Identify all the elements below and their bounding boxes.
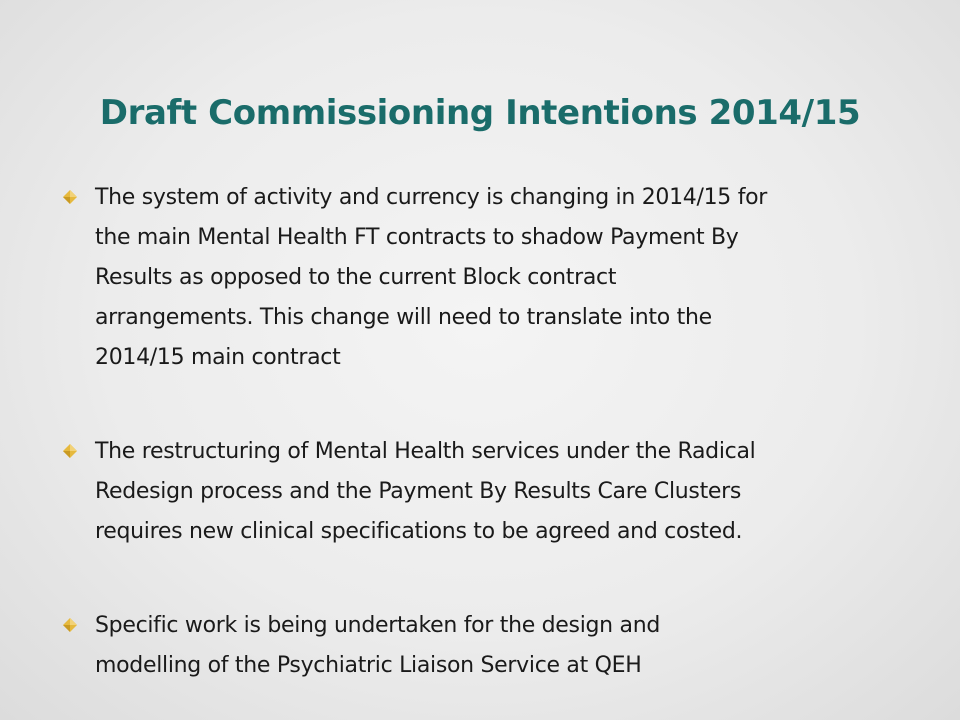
bullet-item — [63, 432, 923, 552]
bullet-line: 2014/15 main contract — [95, 345, 341, 370]
diamond-bullet-icon — [63, 444, 77, 458]
diamond-bullet-icon — [63, 618, 77, 632]
bullet-line: Results as opposed to the current Block contract — [95, 265, 617, 290]
slide-title: Draft Commissioning Intentions 2014/15 — [99, 92, 861, 133]
bullet-line: The system of activity and currency is changing in 2014/15 for — [95, 185, 768, 210]
bullet-list — [63, 178, 923, 686]
bullet-line: Specific work is being undertaken for the design and — [95, 613, 661, 638]
bullet-line: requires new clinical specifications to be agreed and costed. — [95, 519, 743, 544]
bullet-line: The restructuring of Mental Health services under the Radical — [95, 439, 756, 464]
diamond-bullet-icon — [63, 190, 77, 204]
bullet-line: arrangements. This change will need to translate into the — [95, 305, 712, 330]
bullet-item — [63, 178, 923, 378]
bullet-line: the main Mental Health FT contracts to shadow Payment By — [95, 225, 739, 250]
bullet-item — [63, 606, 923, 686]
bullet-line: Redesign process and the Payment By Results Care Clusters — [95, 479, 742, 504]
bullet-line: modelling of the Psychiatric Liaison Service at QEH — [95, 653, 642, 678]
